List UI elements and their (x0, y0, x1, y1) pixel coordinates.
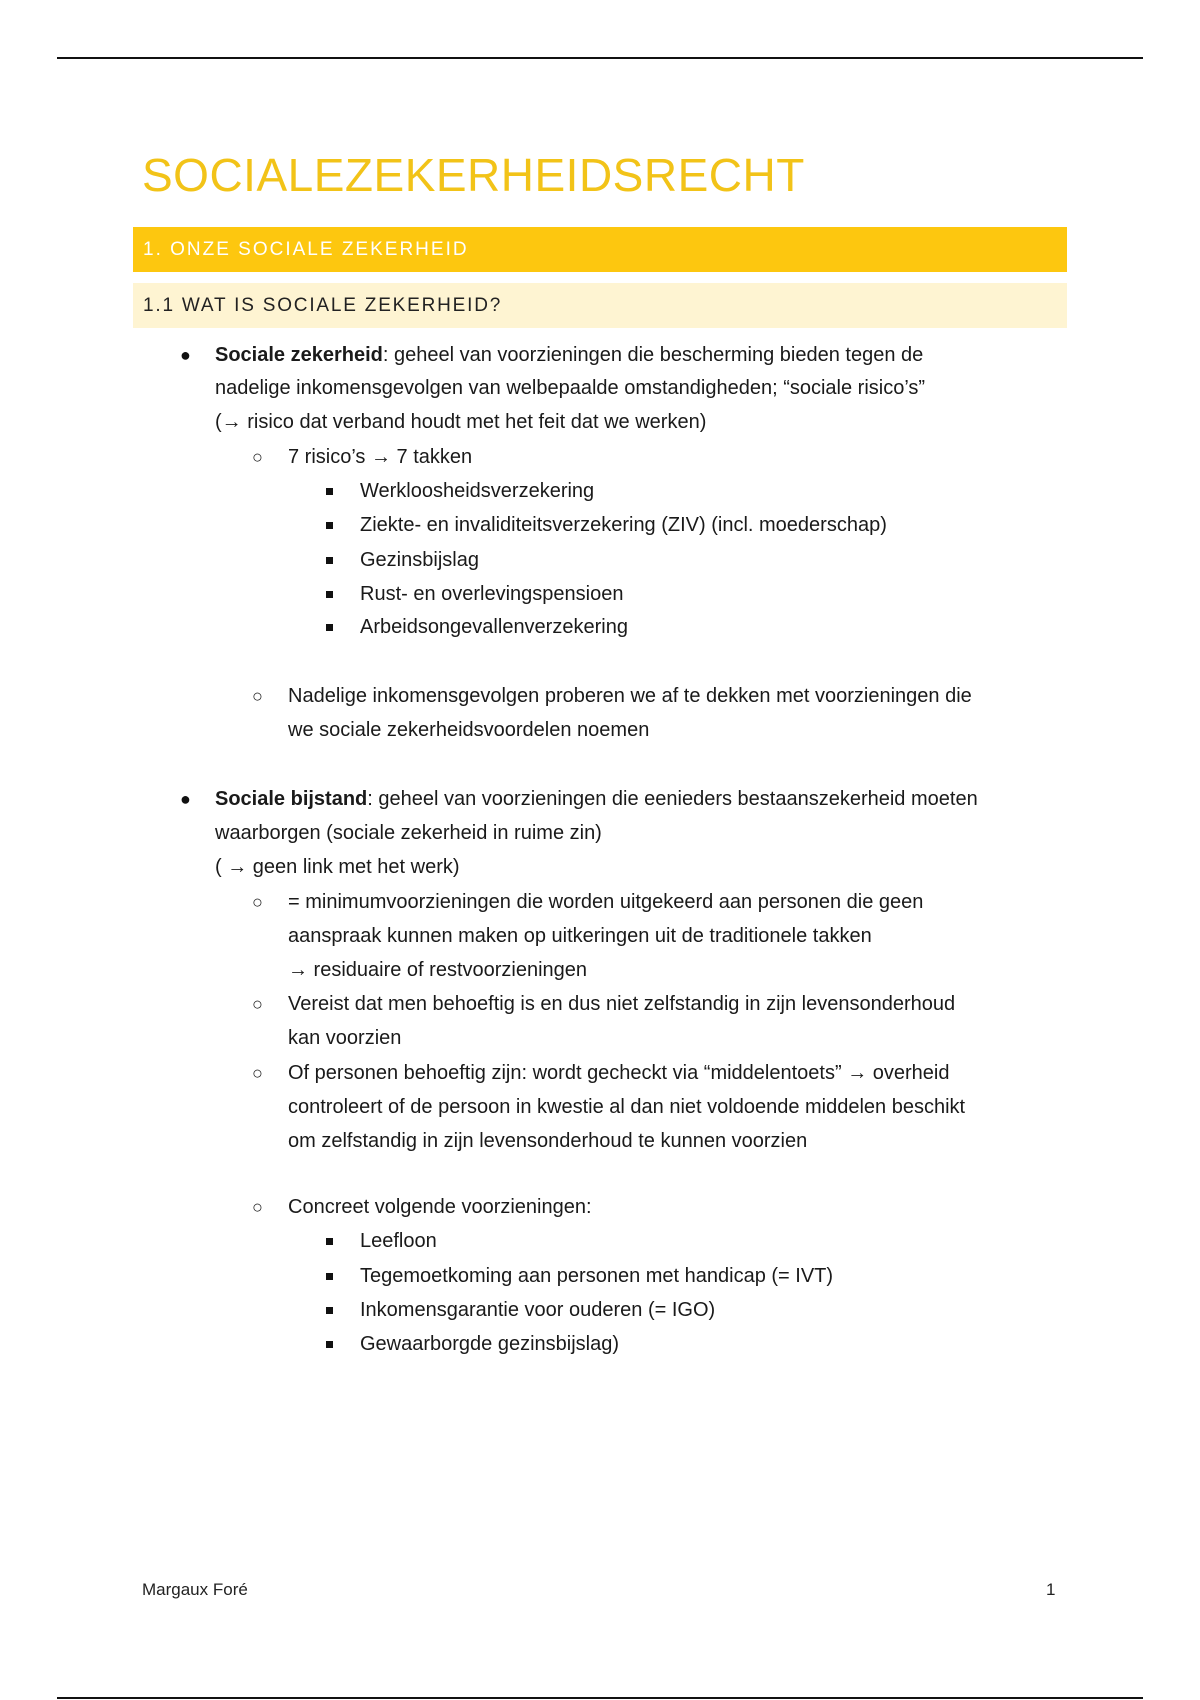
list-item: Gewaarborgde gezinsbijslag) (360, 1333, 620, 1355)
bullet-circle-icon: ○ (252, 994, 263, 1014)
heading-1: 1. ONZE SOCIALE ZEKERHEID (133, 227, 1067, 272)
list-item: Gezinsbijslag (360, 549, 479, 571)
bullet-disc-icon: ● (180, 789, 191, 809)
sociale-zekerheid-line-2: nadelige inkomensgevolgen van welbepaalde omstandigheden; “sociale risico’s” (215, 377, 926, 399)
document-title: SOCIALEZEKERHEIDSRECHT (142, 149, 805, 201)
list-item: Tegemoetkoming aan personen met handicap (= IVT) (360, 1265, 834, 1287)
bullet-square-icon (326, 557, 333, 564)
header-rule (57, 57, 1143, 59)
list-item: Inkomensgarantie voor ouderen (= IGO) (360, 1299, 716, 1321)
sociale-bijstand-line-2: waarborgen (sociale zekerheid in ruime zin) (215, 822, 602, 844)
bullet-square-icon (326, 488, 333, 495)
middelentoets-line-2: controleert of de persoon in kwestie al dan niet voldoende middelen beschikt (288, 1096, 966, 1118)
sociale-bijstand-line-3: ( → geen link met het werk) (215, 856, 460, 878)
footer-rule (57, 1697, 1143, 1699)
footer-author: Margaux Foré (142, 1580, 248, 1599)
list-item: Werkloosheidsverzekering (360, 480, 595, 502)
heading-1-1: 1.1 WAT IS SOCIALE ZEKERHEID? (133, 283, 1067, 328)
list-item: Arbeidsongevallenverzekering (360, 616, 628, 638)
definition-text: : geheel van voorzieningen die eenieders bestaanszekerheid moeten (367, 788, 978, 810)
definition-text: : geheel van voorzieningen die bescherming bieden tegen de (382, 344, 924, 366)
sociale-zekerheid-line-3: (→ risico dat verband houdt met het feit dat we werken) (215, 411, 707, 433)
footer-page-number: 1 (1046, 1580, 1056, 1599)
middelentoets-line-3: om zelfstandig in zijn levensonderhoud te kunnen voorzien (288, 1130, 808, 1152)
sociale-bijstand-line-1 (215, 786, 978, 812)
bullet-square-icon (326, 1273, 333, 1280)
minimumvoorzieningen-line-3: → residuaire of restvoorzieningen (288, 959, 588, 981)
behoeftig-line-1: Vereist dat men behoeftig is en dus niet zelfstandig in zijn levensonderhoud (288, 993, 956, 1015)
bullet-square-icon (326, 522, 333, 529)
list-item: Rust- en overlevingspensioen (360, 583, 624, 605)
sociale-zekerheid-line-1 (215, 342, 923, 368)
bullet-circle-icon: ○ (252, 1063, 263, 1083)
bullet-circle-icon: ○ (252, 686, 263, 706)
bullet-circle-icon: ○ (252, 1197, 263, 1217)
nadelige-gevolgen-line-2: we sociale zekerheidsvoordelen noemen (288, 719, 650, 741)
list-item: Ziekte- en invaliditeitsverzekering (ZIV) (incl. moederschap) (360, 514, 887, 536)
list-item: Leefloon (360, 1230, 437, 1252)
term-sociale-bijstand: Sociale bijstand (215, 788, 368, 810)
bullet-square-icon (326, 591, 333, 598)
behoeftig-line-2: kan voorzien (288, 1027, 402, 1049)
bullet-circle-icon: ○ (252, 447, 263, 467)
bullet-square-icon (326, 1341, 333, 1348)
minimumvoorzieningen-line-2: aanspraak kunnen maken op uitkeringen uit de traditionele takken (288, 925, 872, 947)
bullet-square-icon (326, 624, 333, 631)
bullet-circle-icon: ○ (252, 892, 263, 912)
nadelige-gevolgen-line-1: Nadelige inkomensgevolgen proberen we af te dekken met voorzieningen die (288, 685, 972, 707)
middelentoets-line-1: Of personen behoeftig zijn: wordt gecheckt via “middelentoets” → overheid (288, 1062, 950, 1084)
bullet-square-icon (326, 1238, 333, 1245)
term-sociale-zekerheid: Sociale zekerheid (215, 344, 383, 366)
bullet-disc-icon: ● (180, 345, 191, 365)
bullet-square-icon (326, 1307, 333, 1314)
minimumvoorzieningen-line-1: = minimumvoorzieningen die worden uitgekeerd aan personen die geen (288, 891, 924, 913)
concreet-intro: Concreet volgende voorzieningen: (288, 1196, 592, 1218)
risks-intro: 7 risico’s → 7 takken (288, 446, 473, 468)
